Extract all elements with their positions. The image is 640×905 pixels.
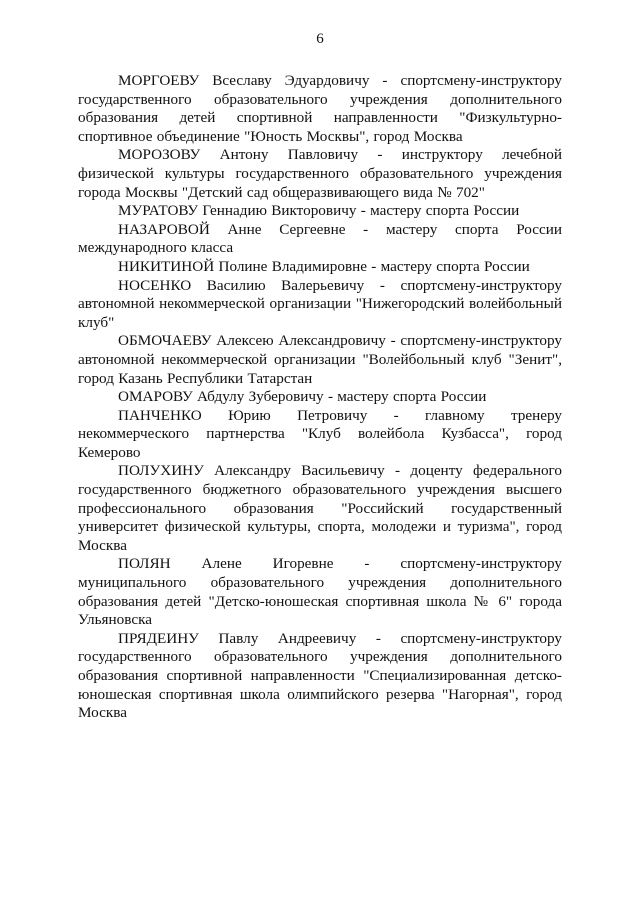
list-entry: ПРЯДЕИНУ Павлу Андреевичу - спортсмену-инструктору государственного образовательного учреждения дополнительного образования спортивной направленности "Специализированная детско-юношеская спортивная школа олимпийского резерва "Нагорная", город Москва xyxy=(78,629,562,722)
list-entry: ОБМОЧАЕВУ Алексею Александровичу - спортсмену-инструктору автономной некоммерческой организации "Волейбольный клуб "Зенит", город Казань Республики Татарстан xyxy=(78,332,562,387)
list-entry: ОМАРОВУ Абдулу Зуберовичу - мастеру спорта России xyxy=(118,388,487,406)
list-entry: МОРГОЕВУ Всеславу Эдуардовичу - спортсмену-инструктору государственного образовательного учреждения дополнительного образования детей спортивной направленности "Физкультурно-спортивное объединение "Юность Москвы", город Москва xyxy=(78,72,562,145)
list-entry: МОРОЗОВУ Антону Павловичу - инструктору лечебной физической культуры государственного образовательного учреждения города Москвы "Детский сад общеразвивающего вида № 702" xyxy=(78,146,562,201)
page-number: 6 xyxy=(316,31,324,47)
award-list xyxy=(78,72,562,723)
list-entry: НОСЕНКО Василию Валерьевичу - спортсмену-инструктору автономной некоммерческой организации "Нижегородский волейбольный клуб" xyxy=(78,276,562,331)
list-entry: НИКИТИНОЙ Полине Владимировне - мастеру спорта России xyxy=(118,257,530,275)
list-entry: НАЗАРОВОЙ Анне Сергеевне - мастеру спорта России международного класса xyxy=(78,220,562,257)
list-entry: ПОЛУХИНУ Александру Васильевичу - доценту федерального государственного бюджетного образовательного учреждения высшего профессионального образования "Российский государственный университет физической культуры, спорта, молодежи и туризма", город Москва xyxy=(78,462,562,554)
list-entry: ПОЛЯН Алене Игоревне - спортсмену-инструктору муниципального образовательного учреждения дополнительного образования детей "Детско-юношеская спортивная школа № 6" города Ульяновска xyxy=(78,555,562,629)
list-entry: ПАНЧЕНКО Юрию Петровичу - главному тренеру некоммерческого партнерства "Клуб волейбола Кузбасса", город Кемерово xyxy=(78,406,562,461)
list-entry: МУРАТОВУ Геннадию Викторовичу - мастеру спорта России xyxy=(118,202,520,220)
